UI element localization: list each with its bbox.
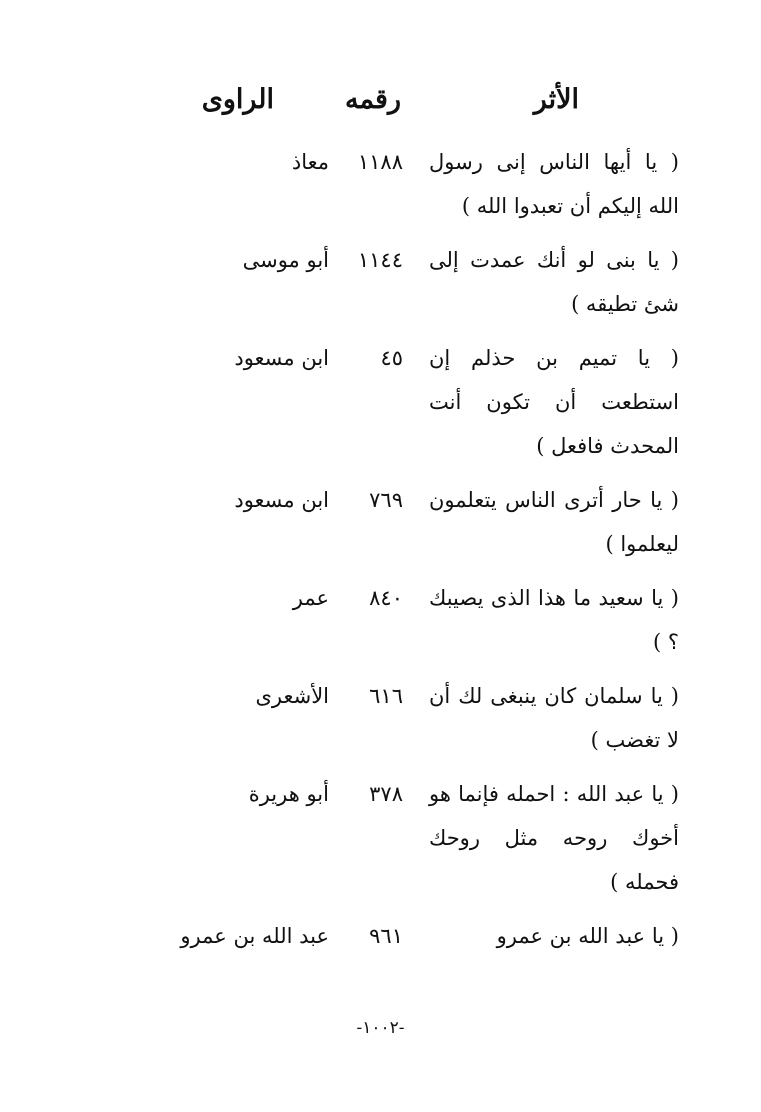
entry-number: ١١٨٨ (357, 150, 403, 174)
entry-number: ٧٦٩ (369, 488, 403, 512)
entry-narrator: معاذ (291, 150, 329, 174)
entry-narrator: ابن مسعود (234, 346, 329, 370)
entry-number: ١١٤٤ (357, 248, 403, 272)
entry-number: ٤٥ (380, 346, 403, 370)
page-number: -١٠٠٢- (356, 1018, 405, 1038)
entry-text: ( يا أيها الناس إنى رسول الله إليكم أن تعبدوا الله ) (429, 150, 679, 218)
entry-narrator: ابن مسعود (234, 488, 329, 512)
entry-narrator: عمر (292, 586, 329, 610)
entry-narrator: أبو هريرة (248, 782, 329, 806)
header-number: رقمه (344, 84, 401, 115)
entry-narrator: أبو موسى (242, 248, 329, 272)
entry-text: ( يا حار أترى الناس يتعلمون ليعلموا ) (429, 488, 679, 556)
entry-text: ( يا عبد الله : احمله فإنما هو أخوك روحه مثل روحك فحمله ) (429, 782, 679, 894)
entry-text: ( يا سلمان كان ينبغى لك أن لا تغضب ) (429, 684, 679, 752)
entry-text: ( يا سعيد ما هذا الذى يصيبك ؟ ) (429, 586, 679, 654)
entry-number: ٣٧٨ (369, 782, 403, 806)
entry-text: ( يا عبد الله بن عمرو (496, 924, 679, 948)
entry-number: ٨٤٠ (369, 586, 403, 610)
entry-number: ٩٦١ (369, 924, 403, 948)
entry-text: ( يا بنى لو أنك عمدت إلى شئ تطيقه ) (429, 248, 679, 316)
header-narrator: الراوى (201, 84, 274, 115)
entry-number: ٦١٦ (369, 684, 403, 708)
entry-text: ( يا تميم بن حذلم إن استطعت أن تكون أنت المحدث فافعل ) (429, 346, 679, 458)
entry-narrator: الأشعرى (255, 684, 329, 708)
header-athar: الأثر (533, 84, 579, 115)
entry-narrator: عبد الله بن عمرو (180, 924, 329, 948)
